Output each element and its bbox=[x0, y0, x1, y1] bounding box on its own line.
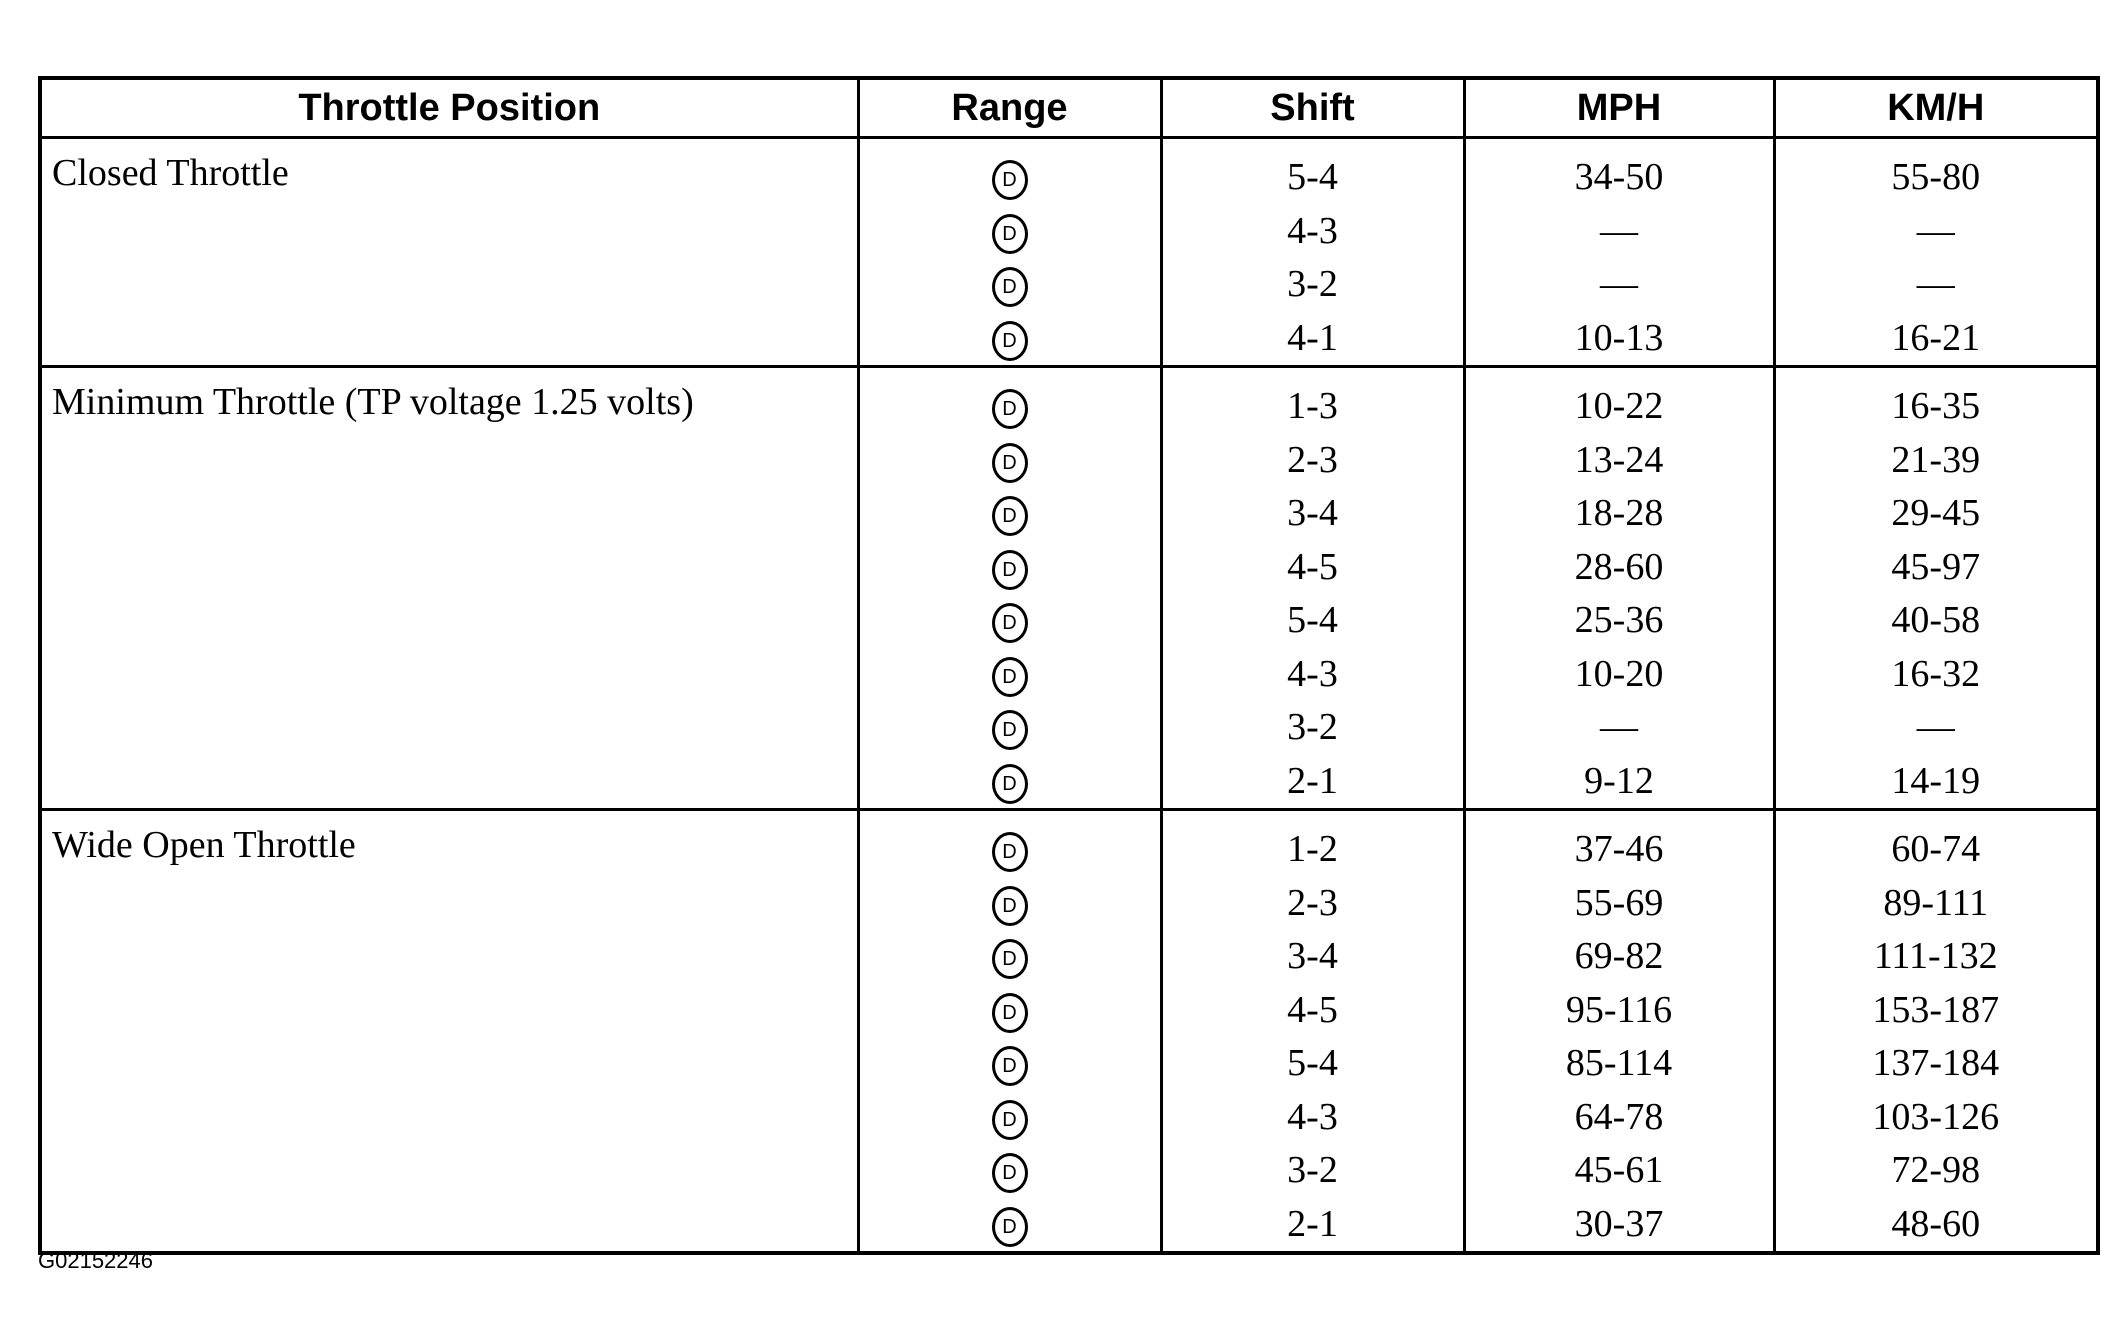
kmh-column-cell bbox=[1774, 138, 2098, 367]
mph-value: 13-24 bbox=[1574, 438, 1664, 481]
header-throttle-position: Throttle Position bbox=[40, 78, 858, 138]
mph-value: — bbox=[1600, 209, 1638, 252]
mph-value: 10-13 bbox=[1574, 316, 1664, 359]
kmh-value: 16-35 bbox=[1891, 385, 1981, 427]
kmh-values bbox=[1776, 368, 2097, 808]
shift-column-cell bbox=[1161, 138, 1464, 367]
drive-range-circle-d-icon: D bbox=[992, 550, 1028, 590]
range-value bbox=[992, 984, 1028, 1038]
range-value bbox=[992, 1144, 1028, 1198]
throttle-position-cell bbox=[40, 138, 858, 367]
mph-value: 25-36 bbox=[1574, 599, 1664, 641]
shift-column-cell bbox=[1161, 367, 1464, 810]
shift-column-cell bbox=[1161, 810, 1464, 1254]
throttle-position-label: Minimum Throttle (TP voltage 1.25 volts) bbox=[52, 381, 694, 423]
drive-range-circle-d-icon: D bbox=[992, 1046, 1028, 1086]
range-value bbox=[992, 648, 1028, 702]
shift-value: 5-4 bbox=[1287, 1042, 1338, 1084]
range-column-cell bbox=[858, 810, 1161, 1254]
mph-value: 9-12 bbox=[1584, 759, 1654, 802]
throttle-position-cell bbox=[40, 810, 858, 1254]
throttle-position-label: Closed Throttle bbox=[52, 152, 289, 194]
drive-range-circle-d-icon: D bbox=[992, 214, 1028, 254]
kmh-value: 21-39 bbox=[1891, 438, 1981, 481]
drive-range-circle-d-icon: D bbox=[992, 886, 1028, 926]
kmh-value: 72-98 bbox=[1891, 1149, 1981, 1191]
throttle-group-row bbox=[40, 810, 2098, 1254]
figure-code: G02152246 bbox=[38, 1248, 153, 1273]
mph-column-cell bbox=[1464, 810, 1774, 1254]
drive-range-circle-d-icon: D bbox=[992, 1207, 1028, 1247]
shift-value: 3-4 bbox=[1287, 492, 1338, 534]
kmh-value: 153-187 bbox=[1872, 988, 2000, 1031]
kmh-value: — bbox=[1916, 706, 1955, 748]
range-value bbox=[992, 755, 1028, 809]
shift-value: 4-5 bbox=[1287, 988, 1338, 1031]
kmh-value: 137-184 bbox=[1872, 1042, 2000, 1084]
shift-value: 2-1 bbox=[1287, 759, 1338, 802]
shift-value: 3-2 bbox=[1287, 1149, 1338, 1191]
drive-range-circle-d-icon: D bbox=[992, 993, 1028, 1033]
mph-value: 18-28 bbox=[1574, 492, 1664, 534]
range-value bbox=[992, 205, 1028, 259]
mph-value: 28-60 bbox=[1574, 545, 1664, 588]
mph-column-cell bbox=[1464, 138, 1774, 367]
shift-value: 2-1 bbox=[1287, 1202, 1338, 1245]
mph-value: — bbox=[1600, 263, 1638, 305]
kmh-value: 40-58 bbox=[1891, 599, 1981, 641]
kmh-column-cell bbox=[1774, 810, 2098, 1254]
shift-value: 3-4 bbox=[1287, 935, 1338, 977]
mph-values bbox=[1466, 139, 1773, 365]
shift-value: 3-2 bbox=[1287, 706, 1338, 748]
shift-speed-table bbox=[38, 76, 2100, 1255]
kmh-value: — bbox=[1916, 209, 1955, 252]
kmh-value: 55-80 bbox=[1891, 156, 1981, 198]
drive-range-circle-d-icon: D bbox=[992, 939, 1028, 979]
drive-range-circle-d-icon: D bbox=[992, 267, 1028, 307]
kmh-values bbox=[1776, 811, 2097, 1251]
range-value bbox=[992, 434, 1028, 488]
range-values bbox=[860, 139, 1160, 365]
shift-value: 4-3 bbox=[1287, 1095, 1338, 1138]
range-column-cell bbox=[858, 138, 1161, 367]
mph-values bbox=[1466, 368, 1773, 808]
mph-value: 37-46 bbox=[1574, 828, 1664, 870]
range-value bbox=[992, 594, 1028, 648]
header-shift: Shift bbox=[1161, 78, 1464, 138]
range-value bbox=[992, 258, 1028, 312]
range-value bbox=[992, 701, 1028, 755]
mph-value: 10-22 bbox=[1574, 385, 1664, 427]
kmh-value: 16-32 bbox=[1891, 652, 1981, 695]
drive-range-circle-d-icon: D bbox=[992, 1100, 1028, 1140]
shift-value: 5-4 bbox=[1287, 599, 1338, 641]
header-mph: MPH bbox=[1464, 78, 1774, 138]
kmh-value: — bbox=[1916, 263, 1955, 305]
mph-values bbox=[1466, 811, 1773, 1251]
range-value bbox=[992, 877, 1028, 931]
header-row bbox=[40, 78, 2098, 138]
kmh-values bbox=[1776, 139, 2097, 365]
shift-value: 3-2 bbox=[1287, 263, 1338, 305]
range-value bbox=[992, 1037, 1028, 1091]
range-value bbox=[992, 151, 1028, 205]
throttle-group-row bbox=[40, 367, 2098, 810]
drive-range-circle-d-icon: D bbox=[992, 603, 1028, 643]
mph-value: 95-116 bbox=[1565, 988, 1673, 1031]
drive-range-circle-d-icon: D bbox=[992, 443, 1028, 483]
shift-value: 4-3 bbox=[1287, 652, 1338, 695]
range-value bbox=[992, 541, 1028, 595]
shift-value: 5-4 bbox=[1287, 156, 1338, 198]
mph-value: 10-20 bbox=[1574, 652, 1664, 695]
shift-values bbox=[1163, 811, 1463, 1251]
shift-value: 4-1 bbox=[1287, 316, 1338, 359]
kmh-value: 29-45 bbox=[1891, 492, 1981, 534]
kmh-value: 45-97 bbox=[1891, 545, 1981, 588]
range-values bbox=[860, 368, 1160, 808]
header-range: Range bbox=[858, 78, 1161, 138]
range-value bbox=[992, 312, 1028, 366]
kmh-value: 89-111 bbox=[1883, 881, 1989, 924]
range-value bbox=[992, 823, 1028, 877]
kmh-value: 16-21 bbox=[1891, 316, 1981, 359]
shift-value: 4-3 bbox=[1287, 209, 1338, 252]
mph-value: 34-50 bbox=[1574, 156, 1664, 198]
shift-values bbox=[1163, 368, 1463, 808]
drive-range-circle-d-icon: D bbox=[992, 1153, 1028, 1193]
shift-values bbox=[1163, 139, 1463, 365]
mph-value: 55-69 bbox=[1574, 881, 1664, 924]
drive-range-circle-d-icon: D bbox=[992, 657, 1028, 697]
throttle-position-label: Wide Open Throttle bbox=[52, 824, 356, 866]
mph-column-cell bbox=[1464, 367, 1774, 810]
drive-range-circle-d-icon: D bbox=[992, 389, 1028, 429]
drive-range-circle-d-icon: D bbox=[992, 710, 1028, 750]
kmh-column-cell bbox=[1774, 367, 2098, 810]
mph-value: 64-78 bbox=[1574, 1095, 1664, 1138]
kmh-value: 14-19 bbox=[1891, 759, 1981, 802]
drive-range-circle-d-icon: D bbox=[992, 764, 1028, 804]
kmh-value: 103-126 bbox=[1872, 1095, 2000, 1138]
mph-value: 45-61 bbox=[1574, 1149, 1664, 1191]
mph-value: 30-37 bbox=[1574, 1202, 1664, 1245]
kmh-value: 111-132 bbox=[1873, 935, 1998, 977]
throttle-position-cell bbox=[40, 367, 858, 810]
mph-value: — bbox=[1600, 706, 1638, 748]
shift-value: 2-3 bbox=[1287, 881, 1338, 924]
range-value bbox=[992, 380, 1028, 434]
range-value bbox=[992, 930, 1028, 984]
range-value bbox=[992, 487, 1028, 541]
shift-value: 4-5 bbox=[1287, 545, 1338, 588]
range-value bbox=[992, 1091, 1028, 1145]
range-values bbox=[860, 811, 1160, 1251]
kmh-value: 60-74 bbox=[1891, 828, 1981, 870]
throttle-group-row bbox=[40, 138, 2098, 367]
range-column-cell bbox=[858, 367, 1161, 810]
drive-range-circle-d-icon: D bbox=[992, 496, 1028, 536]
kmh-value: 48-60 bbox=[1891, 1202, 1981, 1245]
mph-value: 85-114 bbox=[1565, 1042, 1673, 1084]
mph-value: 69-82 bbox=[1574, 935, 1664, 977]
shift-value: 1-2 bbox=[1287, 828, 1338, 870]
drive-range-circle-d-icon: D bbox=[992, 321, 1028, 361]
range-value bbox=[992, 1198, 1028, 1252]
shift-value: 2-3 bbox=[1287, 438, 1338, 481]
header-kmh: KM/H bbox=[1774, 78, 2098, 138]
drive-range-circle-d-icon: D bbox=[992, 160, 1028, 200]
shift-value: 1-3 bbox=[1287, 385, 1338, 427]
drive-range-circle-d-icon: D bbox=[992, 832, 1028, 872]
